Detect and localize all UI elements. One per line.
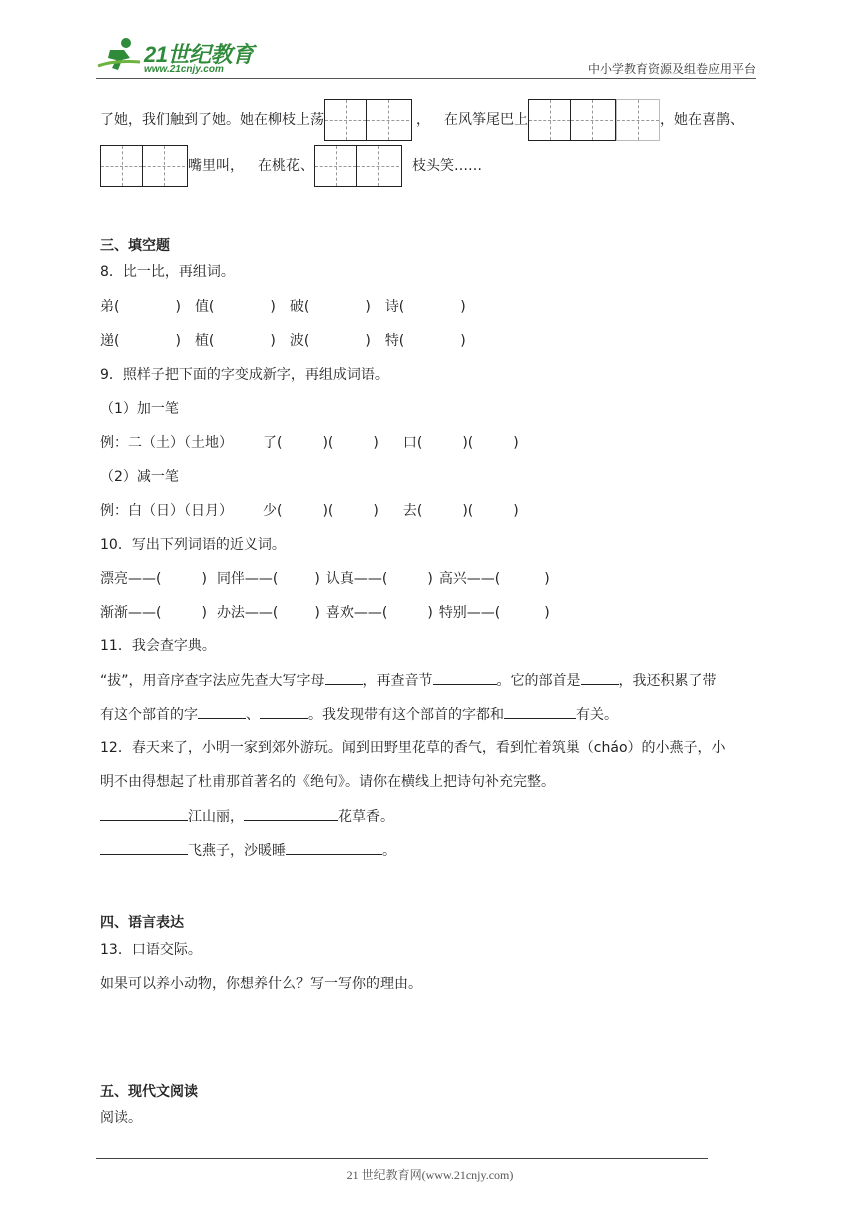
poem-line-2: 嘴里叫， 在桃花、 枝头笑…… — [100, 145, 482, 187]
question-13-title: 13．口语交际。 — [100, 942, 202, 958]
question-8-title: 8．比一比，再组词。 — [100, 264, 235, 280]
section-title: 四、语言表达 — [100, 915, 184, 931]
reading-prompt: 阅读。 — [100, 1110, 142, 1126]
section-title: 五、现代文阅读 — [100, 1084, 198, 1100]
writing-grid[interactable] — [314, 145, 402, 187]
question-11-line-2: 有这个部首的字 、 。我发现带有这个部首的字都和 有关。 — [100, 704, 618, 725]
poem-line-1: 了她，我们触到了她。她在柳枝上荡 ， 在风筝尾巴上 ，她在喜鹊、 — [100, 99, 744, 141]
poem-verse-1: 江山丽， 花草香。 — [100, 806, 394, 827]
answer-blank[interactable] — [325, 670, 363, 685]
question-11-line-1: “拔”，用音序查字法应先查大写字母 ，再查音节 。它的部首是 ，我还积累了带 — [100, 670, 717, 691]
question-11-title: 11．我会查字典。 — [100, 638, 216, 654]
question-8-row-2: 递( ) 植( ) 波( ) 特( ) — [100, 333, 466, 349]
answer-blank[interactable] — [504, 704, 576, 719]
poem-verse-2: 飞燕子，沙暖睡 。 — [100, 840, 396, 861]
writing-grid[interactable] — [324, 99, 412, 141]
logo-text: 21世纪教育 — [144, 42, 254, 67]
question-9-sub-2: （2）减一笔 — [100, 469, 179, 485]
platform-title: 中小学教育资源及组卷应用平台 — [587, 62, 756, 76]
answer-blank[interactable] — [286, 840, 382, 855]
question-8-row-1: 弟( ) 值( ) 破( ) 诗( ) — [100, 299, 466, 315]
header-divider — [96, 78, 756, 79]
answer-blank[interactable] — [198, 704, 246, 719]
footer-divider — [96, 1158, 708, 1159]
question-9-title: 9．照样子把下面的字变成新字，再组成词语。 — [100, 367, 389, 383]
writing-grid[interactable] — [100, 145, 188, 187]
section-title: 三、填空题 — [100, 238, 170, 254]
runner-logo-icon — [96, 36, 142, 76]
writing-grid-faint[interactable] — [616, 99, 660, 141]
answer-blank[interactable] — [433, 670, 497, 685]
question-12-line-1: 12．春天来了，小明一家到郊外游玩。闻到田野里花草的香气，看到忙着筑巢（cháo）的小燕子，小 — [100, 740, 726, 756]
logo-url: www.21cnjy.com — [144, 64, 224, 75]
answer-blank[interactable] — [260, 704, 308, 719]
writing-grid[interactable] — [528, 99, 616, 141]
answer-blank[interactable] — [581, 670, 619, 685]
question-13-text: 如果可以养小动物，你想养什么？写一写你的理由。 — [100, 976, 422, 992]
question-10-title: 10．写出下列词语的近义词。 — [100, 537, 286, 553]
question-9-sub-1: （1）加一笔 — [100, 401, 179, 417]
question-9-example-1: 例：二（土）（土地） 了( )( ) 口( )( ) — [100, 435, 519, 451]
logo — [96, 36, 266, 78]
question-9-example-2: 例：白（日）（日月） 少( )( ) 去( )( ) — [100, 503, 519, 519]
footer-link[interactable]: 21 世纪教育网(www.21cnjy.com) — [346, 1168, 514, 1182]
question-10-row-2: 渐渐——( ) 办法——( ) 喜欢——( ) 特别——( ) — [100, 605, 550, 621]
question-12-line-2: 明不由得想起了杜甫那首著名的《绝句》。请你在横线上把诗句补充完整。 — [100, 774, 555, 790]
answer-blank[interactable] — [244, 806, 338, 821]
answer-blank[interactable] — [100, 840, 188, 855]
question-10-row-1: 漂亮——( ) 同伴——( ) 认真——( ) 高兴——( ) — [100, 571, 550, 587]
answer-blank[interactable] — [100, 806, 188, 821]
